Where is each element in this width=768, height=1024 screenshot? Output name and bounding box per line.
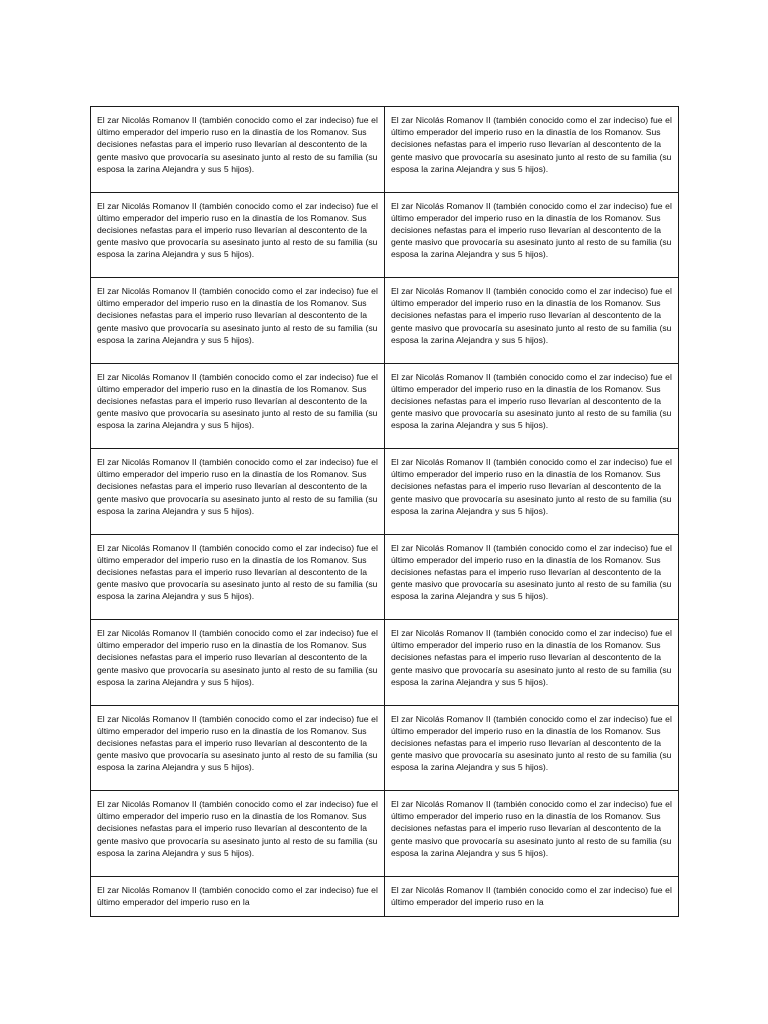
table-cell (91, 449, 385, 535)
cell-text: El zar Nicolás Romanov II (también conocido como el zar indeciso) fue el último emperador del imperio ruso en la dinastía de los Romanov. Sus decisiones nefastas para el imperio ruso llevarían al descontento de la gente masivo que provocaría su asesinato junto al resto de su familia (su esposa la zarina Alejandra y sus 5 hijos). (97, 457, 378, 516)
table-cell (91, 535, 385, 621)
table-cell (385, 791, 679, 877)
table-cell (91, 107, 385, 193)
table-cell (385, 193, 679, 279)
table-cell (91, 791, 385, 877)
cell-text: El zar Nicolás Romanov II (también conocido como el zar indeciso) fue el último emperador del imperio ruso en la (97, 884, 378, 907)
cell-text: El zar Nicolás Romanov II (también conocido como el zar indeciso) fue el último emperador del imperio ruso en la dinastía de los Romanov. Sus decisiones nefastas para el imperio ruso llevarían al descontento de la gente masivo que provocaría su asesinato junto al resto de su familia (su esposa la zarina Alejandra y sus 5 hijos). (391, 799, 672, 858)
text-table (90, 106, 679, 917)
table-cell (385, 107, 679, 193)
cell-text: El zar Nicolás Romanov II (también conocido como el zar indeciso) fue el último emperador del imperio ruso en la dinastía de los Romanov. Sus decisiones nefastas para el imperio ruso llevarían al descontento de la gente masivo que provocaría su asesinato junto al resto de su familia (su esposa la zarina Alejandra y sus 5 hijos). (97, 371, 378, 431)
cell-text: El zar Nicolás Romanov II (también conocido como el zar indeciso) fue el último emperador del imperio ruso en la dinastía de los Romanov. Sus decisiones nefastas para el imperio ruso llevarían al descontento de la gente masivo que provocaría su asesinato junto al resto de su familia (su esposa la zarina Alejandra y sus 5 hijos). (391, 542, 672, 602)
cell-text: El zar Nicolás Romanov II (también conocido como el zar indeciso) fue el último emperador del imperio ruso en la dinastía de los Romanov. Sus decisiones nefastas para el imperio ruso llevarían al descontento de la gente masivo que provocaría su asesinato junto al resto de su familia (su esposa la zarina Alejandra y sus 5 hijos). (97, 713, 378, 773)
cell-text: El zar Nicolás Romanov II (también conocido como el zar indeciso) fue el último emperador del imperio ruso en la dinastía de los Romanov. Sus decisiones nefastas para el imperio ruso llevarían al descontento de la gente masivo que provocaría su asesinato junto al resto de su familia (su esposa la zarina Alejandra y sus 5 hijos). (97, 286, 378, 345)
cell-text: El zar Nicolás Romanov II (también conocido como el zar indeciso) fue el último emperador del imperio ruso en la dinastía de los Romanov. Sus decisiones nefastas para el imperio ruso llevarían al descontento de la gente masivo que provocaría su asesinato junto al resto de su familia (su esposa la zarina Alejandra y sus 5 hijos). (391, 115, 672, 174)
cell-text: El zar Nicolás Romanov II (también conocido como el zar indeciso) fue el último emperador del imperio ruso en la dinastía de los Romanov. Sus decisiones nefastas para el imperio ruso llevarían al descontento de la gente masivo que provocaría su asesinato junto al resto de su familia (su esposa la zarina Alejandra y sus 5 hijos). (391, 286, 672, 345)
table-cell (385, 364, 679, 450)
cell-text: El zar Nicolás Romanov II (también conocido como el zar indeciso) fue el último emperador del imperio ruso en la dinastía de los Romanov. Sus decisiones nefastas para el imperio ruso llevarían al descontento de la gente masivo que provocaría su asesinato junto al resto de su familia (su esposa la zarina Alejandra y sus 5 hijos). (391, 371, 672, 431)
cell-text: El zar Nicolás Romanov II (también conocido como el zar indeciso) fue el último emperador del imperio ruso en la dinastía de los Romanov. Sus decisiones nefastas para el imperio ruso llevarían al descontento de la gente masivo que provocaría su asesinato junto al resto de su familia (su esposa la zarina Alejandra y sus 5 hijos). (97, 799, 378, 858)
table-cell (385, 535, 679, 621)
table-cell (91, 278, 385, 364)
cell-text: El zar Nicolás Romanov II (también conocido como el zar indeciso) fue el último emperador del imperio ruso en la dinastía de los Romanov. Sus decisiones nefastas para el imperio ruso llevarían al descontento de la gente masivo que provocaría su asesinato junto al resto de su familia (su esposa la zarina Alejandra y sus 5 hijos). (97, 200, 378, 260)
table-cell (385, 278, 679, 364)
cell-text: El zar Nicolás Romanov II (también conocido como el zar indeciso) fue el último emperador del imperio ruso en la dinastía de los Romanov. Sus decisiones nefastas para el imperio ruso llevarían al descontento de la gente masivo que provocaría su asesinato junto al resto de su familia (su esposa la zarina Alejandra y sus 5 hijos). (97, 115, 378, 174)
cell-text: El zar Nicolás Romanov II (también conocido como el zar indeciso) fue el último emperador del imperio ruso en la dinastía de los Romanov. Sus decisiones nefastas para el imperio ruso llevarían al descontento de la gente masivo que provocaría su asesinato junto al resto de su familia (su esposa la zarina Alejandra y sus 5 hijos). (391, 713, 672, 773)
cell-text: El zar Nicolás Romanov II (también conocido como el zar indeciso) fue el último emperador del imperio ruso en la dinastía de los Romanov. Sus decisiones nefastas para el imperio ruso llevarían al descontento de la gente masivo que provocaría su asesinato junto al resto de su familia (su esposa la zarina Alejandra y sus 5 hijos). (97, 542, 378, 602)
table-cell (91, 877, 385, 917)
cell-text: El zar Nicolás Romanov II (también conocido como el zar indeciso) fue el último emperador del imperio ruso en la dinastía de los Romanov. Sus decisiones nefastas para el imperio ruso llevarían al descontento de la gente masivo que provocaría su asesinato junto al resto de su familia (su esposa la zarina Alejandra y sus 5 hijos). (97, 628, 378, 687)
table-cell (385, 449, 679, 535)
table-cell (385, 706, 679, 792)
table-cell (91, 364, 385, 450)
cell-text: El zar Nicolás Romanov II (también conocido como el zar indeciso) fue el último emperador del imperio ruso en la dinastía de los Romanov. Sus decisiones nefastas para el imperio ruso llevarían al descontento de la gente masivo que provocaría su asesinato junto al resto de su familia (su esposa la zarina Alejandra y sus 5 hijos). (391, 200, 672, 260)
cell-text: El zar Nicolás Romanov II (también conocido como el zar indeciso) fue el último emperador del imperio ruso en la dinastía de los Romanov. Sus decisiones nefastas para el imperio ruso llevarían al descontento de la gente masivo que provocaría su asesinato junto al resto de su familia (su esposa la zarina Alejandra y sus 5 hijos). (391, 628, 672, 687)
table-cell (91, 620, 385, 706)
table-cell (91, 193, 385, 279)
table-cell (385, 620, 679, 706)
table-cell (91, 706, 385, 792)
cell-text: El zar Nicolás Romanov II (también conocido como el zar indeciso) fue el último emperador del imperio ruso en la dinastía de los Romanov. Sus decisiones nefastas para el imperio ruso llevarían al descontento de la gente masivo que provocaría su asesinato junto al resto de su familia (su esposa la zarina Alejandra y sus 5 hijos). (391, 457, 672, 516)
table-cell (385, 877, 679, 917)
cell-text: El zar Nicolás Romanov II (también conocido como el zar indeciso) fue el último emperador del imperio ruso en la (391, 884, 672, 907)
